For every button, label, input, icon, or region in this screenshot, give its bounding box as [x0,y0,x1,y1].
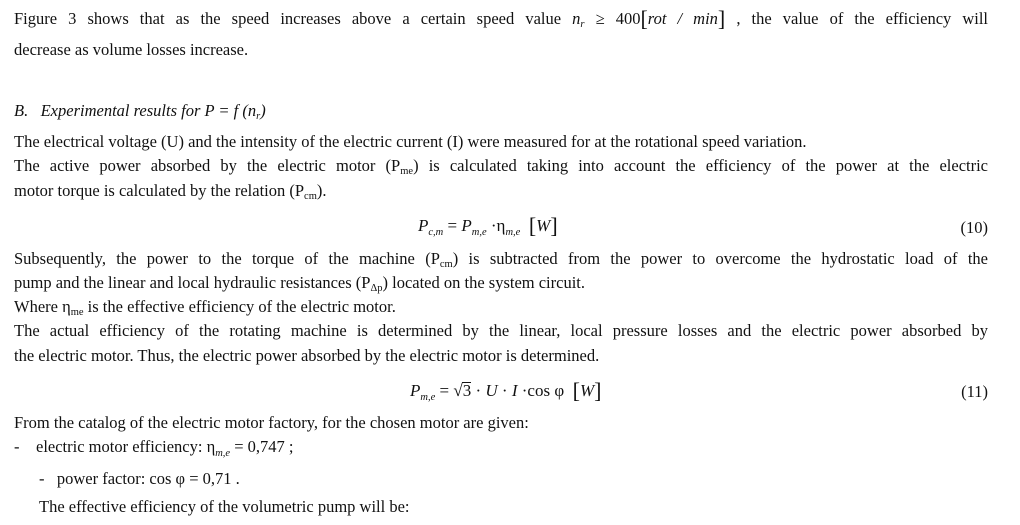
para-effective: The effective efficiency of the volumetric pump will be: [39,497,410,516]
para-figure3-line2: decrease as volume losses increase. [14,40,249,59]
bullet-efficiency: - electric motor efficiency: $\eta_{m,e} = 0,747$ ; [14,437,294,459]
para-subsequently-line1: Subsequently, the power to the torque of the machine $(P_{cm})$ is subtracted from the power to overcome the hydrostatic load of the [14,249,989,270]
para-actual-line2: the electric motor. Thus, the electric power absorbed by the electric motor is determined. [14,346,600,365]
para-figure3-line1: Figure 3 shows that as the speed increases above a certain speed value $n_r \ge 400[rot / \min]$ , the value of the efficiency will [14,6,989,31]
para-actual-line1: The actual efficiency of the rotating machine is determined by the linear, local pressure losses and the electric power absorbed by [14,321,988,340]
section-heading-b: B. Experimental results for P = f $(n_r)$ [14,101,266,122]
para-catalog: From the catalog of the electric motor factory, for the chosen motor are given: [14,413,529,432]
equation-10: $P_{c,m} = P_{m,e} \cdot\eta_{m,e}$ [W] [418,213,558,238]
equation-11-number: (11) [961,382,988,401]
bullet-dash: - [14,437,20,456]
equation-10-number: (10) [960,218,988,237]
para-subsequently-line2: pump and the linear and local hydraulic resistances $(P_{\Delta p})$ located on the system circuit. [14,273,586,294]
para-where: Where $\eta_{me}$ is the effective efficiency of the electric motor. [14,297,396,318]
para-active-power-line2: motor torque is calculated by the relation $(P_{cm})$. [14,181,327,202]
para-measurement: The electrical voltage (U) and the intensity of the electric current (I) were measured for at the rotational speed variation. [14,132,807,151]
bullet-dash: - [39,469,45,488]
speed-symbol: $n_r$ [572,9,585,30]
para-active-power-line1: The active power absorbed by the electric motor $(P_{me})$ is calculated taking into account the efficiency of the power at the electric [14,156,989,177]
equation-11: $P_{m,e} = √3 \cdot U \cdot I \cdot\cos$ φ [W] [410,378,602,403]
sqrt-radical: √ [453,381,463,400]
bullet-power-factor: - power factor: cos φ = 0,71 . [39,469,240,488]
